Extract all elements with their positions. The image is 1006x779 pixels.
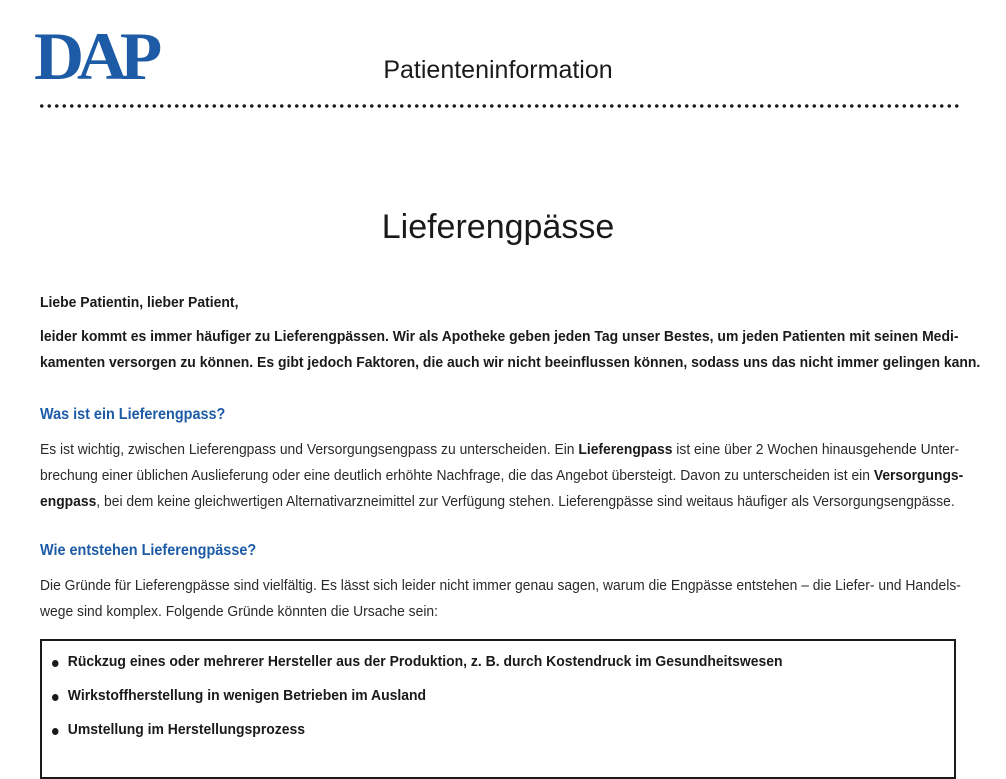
reason-item: Umstellung im Herstellungsprozess bbox=[52, 721, 783, 755]
section-heading-lieferengpass: Was ist ein Lieferengpass? bbox=[40, 406, 226, 423]
intro-paragraph bbox=[40, 324, 981, 376]
bullet-icon bbox=[52, 728, 59, 735]
entstehung-paragraph bbox=[40, 573, 961, 625]
paragraph-line: wege sind komplex. Folgende Gründe könnten die Ursache sein: bbox=[40, 603, 438, 620]
section-heading-entstehung: Wie entstehen Lieferengpässe? bbox=[40, 542, 257, 559]
term-versorgungsengpass: Versorgungs- bbox=[873, 467, 964, 484]
intro-line: kamenten versorgen zu können. Es gibt jedoch Faktoren, die auch wir nicht beeinflussen können, sodass uns das nicht immer gelingen kann. bbox=[40, 354, 981, 371]
bullet-icon bbox=[52, 660, 59, 667]
dotted-divider bbox=[38, 104, 960, 108]
reasons-box bbox=[40, 639, 956, 779]
reason-item: Wirkstoffherstellung in wenigen Betrieben im Ausland bbox=[52, 687, 783, 721]
paragraph-line: Die Gründe für Lieferengpässe sind vielfältig. Es lässt sich leider nicht immer genau sagen, warum die Engpässe entstehen – die Liefer- und Handels- bbox=[40, 577, 961, 594]
dap-logo: DAP bbox=[34, 18, 156, 94]
page-title: Lieferengpässe bbox=[381, 208, 615, 246]
paragraph-line: engpass, bei dem keine gleichwertigen Alternativarzneimittel zur Verfügung stehen. Lieferengpässe sind weitaus häufiger als Versorgungsengpässe. bbox=[40, 493, 955, 510]
document-type-label: Patienteninformation bbox=[383, 56, 613, 84]
lieferengpass-definition-paragraph bbox=[40, 437, 964, 515]
bullet-icon bbox=[52, 694, 59, 701]
paragraph-line: Es ist wichtig, zwischen Lieferengpass und Versorgungsengpass zu unterscheiden. Ein Lieferengpass ist eine über 2 Wochen hinausgehende Unter- bbox=[40, 441, 960, 458]
term-versorgungsengpass: engpass bbox=[40, 493, 97, 510]
salutation: Liebe Patientin, lieber Patient, bbox=[40, 294, 239, 311]
term-lieferengpass: Lieferengpass bbox=[578, 441, 673, 458]
reasons-list bbox=[52, 653, 838, 755]
paragraph-line: brechung einer üblichen Auslieferung oder eine deutlich erhöhte Nachfrage, die das Angebot übersteigt. Davon zu unterscheiden ist ein Versorgungs- bbox=[40, 467, 964, 484]
reason-item: Rückzug eines oder mehrerer Hersteller aus der Produktion, z. B. durch Kostendruck im Gesundheitswesen bbox=[52, 653, 783, 687]
intro-line: leider kommt es immer häufiger zu Lieferengpässen. Wir als Apotheke geben jeden Tag unser Bestes, um jeden Patienten mit seinen Medi- bbox=[40, 328, 959, 345]
